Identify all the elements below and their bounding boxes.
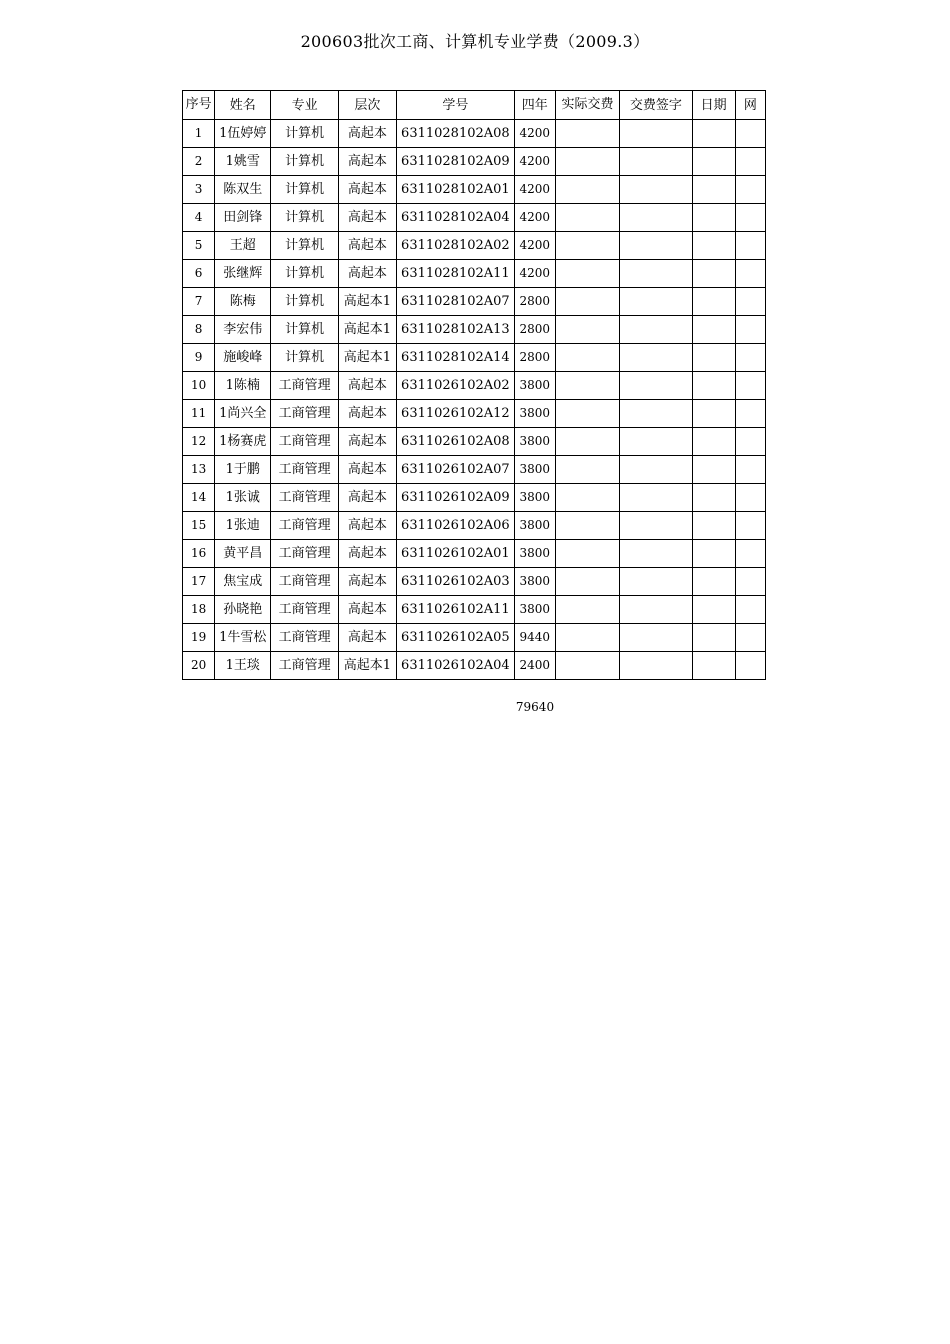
row-fee: 3800 <box>514 484 555 512</box>
row-date <box>692 652 735 680</box>
header-four-year: 四年 <box>514 91 555 120</box>
row-fee: 4200 <box>514 148 555 176</box>
header-net: 网 <box>735 91 765 120</box>
row-fee: 4200 <box>514 176 555 204</box>
row-major: 工商管理 <box>271 372 338 400</box>
row-net <box>735 120 765 148</box>
row-date <box>692 288 735 316</box>
row-major: 计算机 <box>271 148 338 176</box>
row-major: 工商管理 <box>271 596 338 624</box>
row-seq: 6 <box>183 260 215 288</box>
row-name: 1王琰 <box>215 652 271 680</box>
row-student-id: 6311028102A01 <box>397 176 515 204</box>
row-actual-paid <box>555 232 619 260</box>
row-major: 计算机 <box>271 176 338 204</box>
row-major: 计算机 <box>271 288 338 316</box>
row-major: 计算机 <box>271 344 338 372</box>
row-actual-paid <box>555 484 619 512</box>
row-date <box>692 316 735 344</box>
row-actual-paid <box>555 176 619 204</box>
row-fee: 3800 <box>514 568 555 596</box>
row-major: 计算机 <box>271 260 338 288</box>
row-net <box>735 428 765 456</box>
row-level: 高起本 <box>338 204 396 232</box>
row-actual-paid <box>555 288 619 316</box>
row-fee: 4200 <box>514 260 555 288</box>
row-net <box>735 176 765 204</box>
row-major: 计算机 <box>271 120 338 148</box>
row-fee: 2800 <box>514 344 555 372</box>
row-seq: 18 <box>183 596 215 624</box>
table-row <box>183 400 766 428</box>
fee-table <box>182 90 766 680</box>
row-date <box>692 120 735 148</box>
row-date <box>692 456 735 484</box>
row-net <box>735 512 765 540</box>
row-net <box>735 652 765 680</box>
row-student-id: 6311026102A06 <box>397 512 515 540</box>
row-student-id: 6311028102A14 <box>397 344 515 372</box>
row-fee: 9440 <box>514 624 555 652</box>
row-actual-paid <box>555 400 619 428</box>
row-net <box>735 232 765 260</box>
header-name: 姓名 <box>215 91 271 120</box>
row-name: 陈梅 <box>215 288 271 316</box>
row-student-id: 6311026102A07 <box>397 456 515 484</box>
row-date <box>692 400 735 428</box>
table-row <box>183 624 766 652</box>
row-name: 1张迪 <box>215 512 271 540</box>
row-name: 1张诚 <box>215 484 271 512</box>
row-name: 张继辉 <box>215 260 271 288</box>
row-level: 高起本1 <box>338 288 396 316</box>
row-seq: 1 <box>183 120 215 148</box>
row-fee: 3800 <box>514 540 555 568</box>
row-actual-paid <box>555 428 619 456</box>
row-major: 计算机 <box>271 232 338 260</box>
row-major: 计算机 <box>271 204 338 232</box>
row-name: 陈双生 <box>215 176 271 204</box>
row-name: 1于鹏 <box>215 456 271 484</box>
row-actual-paid <box>555 456 619 484</box>
row-major: 工商管理 <box>271 624 338 652</box>
total-fee: 79640 <box>515 700 555 714</box>
row-actual-paid <box>555 596 619 624</box>
header-seq: 序号 <box>183 91 215 120</box>
row-student-id: 6311028102A02 <box>397 232 515 260</box>
row-net <box>735 484 765 512</box>
row-net <box>735 624 765 652</box>
row-fee: 4200 <box>514 120 555 148</box>
row-actual-paid <box>555 260 619 288</box>
row-net <box>735 288 765 316</box>
header-major: 专业 <box>271 91 338 120</box>
row-seq: 10 <box>183 372 215 400</box>
row-net <box>735 540 765 568</box>
row-student-id: 6311026102A12 <box>397 400 515 428</box>
row-seq: 19 <box>183 624 215 652</box>
row-actual-paid <box>555 540 619 568</box>
row-fee: 3800 <box>514 428 555 456</box>
header-level: 层次 <box>338 91 396 120</box>
row-seq: 12 <box>183 428 215 456</box>
row-signature <box>620 400 692 428</box>
row-net <box>735 260 765 288</box>
row-signature <box>620 176 692 204</box>
row-name: 施峻峰 <box>215 344 271 372</box>
table-row <box>183 344 766 372</box>
row-major: 工商管理 <box>271 652 338 680</box>
row-student-id: 6311026102A05 <box>397 624 515 652</box>
header-date: 日期 <box>692 91 735 120</box>
table-row <box>183 260 766 288</box>
row-level: 高起本 <box>338 512 396 540</box>
table-row <box>183 456 766 484</box>
row-signature <box>620 456 692 484</box>
row-major: 计算机 <box>271 316 338 344</box>
row-net <box>735 148 765 176</box>
row-signature <box>620 428 692 456</box>
row-net <box>735 400 765 428</box>
row-seq: 20 <box>183 652 215 680</box>
table-row <box>183 596 766 624</box>
row-level: 高起本 <box>338 484 396 512</box>
row-net <box>735 344 765 372</box>
row-student-id: 6311028102A13 <box>397 316 515 344</box>
row-date <box>692 176 735 204</box>
row-date <box>692 624 735 652</box>
row-date <box>692 260 735 288</box>
row-signature <box>620 624 692 652</box>
row-level: 高起本 <box>338 568 396 596</box>
row-signature <box>620 596 692 624</box>
row-name: 王超 <box>215 232 271 260</box>
row-fee: 3800 <box>514 596 555 624</box>
row-net <box>735 316 765 344</box>
row-date <box>692 484 735 512</box>
row-signature <box>620 344 692 372</box>
row-date <box>692 512 735 540</box>
row-actual-paid <box>555 372 619 400</box>
row-name: 1陈楠 <box>215 372 271 400</box>
row-seq: 4 <box>183 204 215 232</box>
row-level: 高起本 <box>338 624 396 652</box>
table-row <box>183 232 766 260</box>
header-signature: 交费签字 <box>620 91 692 120</box>
row-student-id: 6311028102A08 <box>397 120 515 148</box>
header-actual-paid: 实际交费 <box>555 91 619 120</box>
table-row <box>183 204 766 232</box>
row-actual-paid <box>555 624 619 652</box>
row-level: 高起本 <box>338 260 396 288</box>
row-date <box>692 204 735 232</box>
row-net <box>735 456 765 484</box>
row-signature <box>620 148 692 176</box>
row-date <box>692 344 735 372</box>
row-signature <box>620 484 692 512</box>
row-student-id: 6311026102A03 <box>397 568 515 596</box>
row-seq: 17 <box>183 568 215 596</box>
table-row <box>183 372 766 400</box>
row-student-id: 6311026102A11 <box>397 596 515 624</box>
row-net <box>735 372 765 400</box>
table-row <box>183 512 766 540</box>
row-signature <box>620 232 692 260</box>
row-date <box>692 372 735 400</box>
row-name: 1姚雪 <box>215 148 271 176</box>
row-student-id: 6311026102A02 <box>397 372 515 400</box>
row-actual-paid <box>555 148 619 176</box>
row-level: 高起本 <box>338 120 396 148</box>
table-row <box>183 568 766 596</box>
row-name: 黄平昌 <box>215 540 271 568</box>
row-level: 高起本1 <box>338 344 396 372</box>
row-net <box>735 204 765 232</box>
row-student-id: 6311028102A11 <box>397 260 515 288</box>
row-seq: 13 <box>183 456 215 484</box>
row-seq: 14 <box>183 484 215 512</box>
row-fee: 3800 <box>514 512 555 540</box>
row-fee: 2800 <box>514 316 555 344</box>
table-row <box>183 176 766 204</box>
row-actual-paid <box>555 120 619 148</box>
table-row <box>183 288 766 316</box>
row-signature <box>620 120 692 148</box>
row-seq: 2 <box>183 148 215 176</box>
row-student-id: 6311026102A01 <box>397 540 515 568</box>
row-student-id: 6311028102A09 <box>397 148 515 176</box>
table-header-row <box>183 91 766 120</box>
row-student-id: 6311026102A04 <box>397 652 515 680</box>
row-name: 1杨赛虎 <box>215 428 271 456</box>
row-student-id: 6311028102A07 <box>397 288 515 316</box>
row-fee: 4200 <box>514 204 555 232</box>
table-row <box>183 120 766 148</box>
row-seq: 16 <box>183 540 215 568</box>
header-student-id: 学号 <box>397 91 515 120</box>
row-level: 高起本 <box>338 540 396 568</box>
row-signature <box>620 316 692 344</box>
table-row <box>183 652 766 680</box>
row-signature <box>620 652 692 680</box>
row-actual-paid <box>555 652 619 680</box>
row-name: 李宏伟 <box>215 316 271 344</box>
row-name: 1伍婷婷 <box>215 120 271 148</box>
row-major: 工商管理 <box>271 540 338 568</box>
row-actual-paid <box>555 204 619 232</box>
row-date <box>692 596 735 624</box>
row-level: 高起本1 <box>338 652 396 680</box>
row-student-id: 6311026102A08 <box>397 428 515 456</box>
row-fee: 3800 <box>514 456 555 484</box>
row-major: 工商管理 <box>271 400 338 428</box>
row-name: 焦宝成 <box>215 568 271 596</box>
row-name: 田剑锋 <box>215 204 271 232</box>
row-level: 高起本 <box>338 400 396 428</box>
page-title: 200603批次工商、计算机专业学费（2009.3） <box>300 32 650 51</box>
row-date <box>692 232 735 260</box>
row-date <box>692 428 735 456</box>
row-signature <box>620 288 692 316</box>
row-seq: 3 <box>183 176 215 204</box>
row-student-id: 6311026102A09 <box>397 484 515 512</box>
row-level: 高起本 <box>338 232 396 260</box>
table-row <box>183 540 766 568</box>
row-actual-paid <box>555 512 619 540</box>
row-fee: 3800 <box>514 400 555 428</box>
row-signature <box>620 204 692 232</box>
row-net <box>735 568 765 596</box>
row-date <box>692 568 735 596</box>
row-name: 1尚兴全 <box>215 400 271 428</box>
row-level: 高起本 <box>338 372 396 400</box>
row-level: 高起本 <box>338 596 396 624</box>
row-date <box>692 540 735 568</box>
row-major: 工商管理 <box>271 512 338 540</box>
row-fee: 3800 <box>514 372 555 400</box>
row-major: 工商管理 <box>271 484 338 512</box>
row-net <box>735 596 765 624</box>
row-actual-paid <box>555 344 619 372</box>
row-fee: 2400 <box>514 652 555 680</box>
row-seq: 11 <box>183 400 215 428</box>
row-seq: 7 <box>183 288 215 316</box>
table-row <box>183 484 766 512</box>
row-name: 1牛雪松 <box>215 624 271 652</box>
row-signature <box>620 540 692 568</box>
row-actual-paid <box>555 316 619 344</box>
row-seq: 15 <box>183 512 215 540</box>
row-signature <box>620 260 692 288</box>
row-level: 高起本 <box>338 428 396 456</box>
row-student-id: 6311028102A04 <box>397 204 515 232</box>
row-signature <box>620 512 692 540</box>
row-level: 高起本 <box>338 148 396 176</box>
row-level: 高起本 <box>338 176 396 204</box>
row-signature <box>620 372 692 400</box>
row-major: 工商管理 <box>271 456 338 484</box>
row-seq: 9 <box>183 344 215 372</box>
row-actual-paid <box>555 568 619 596</box>
row-signature <box>620 568 692 596</box>
table-row <box>183 316 766 344</box>
table-row <box>183 428 766 456</box>
row-seq: 5 <box>183 232 215 260</box>
row-fee: 4200 <box>514 232 555 260</box>
row-name: 孙晓艳 <box>215 596 271 624</box>
row-major: 工商管理 <box>271 428 338 456</box>
row-major: 工商管理 <box>271 568 338 596</box>
table-row <box>183 148 766 176</box>
row-seq: 8 <box>183 316 215 344</box>
row-fee: 2800 <box>514 288 555 316</box>
row-level: 高起本 <box>338 456 396 484</box>
row-date <box>692 148 735 176</box>
row-level: 高起本1 <box>338 316 396 344</box>
